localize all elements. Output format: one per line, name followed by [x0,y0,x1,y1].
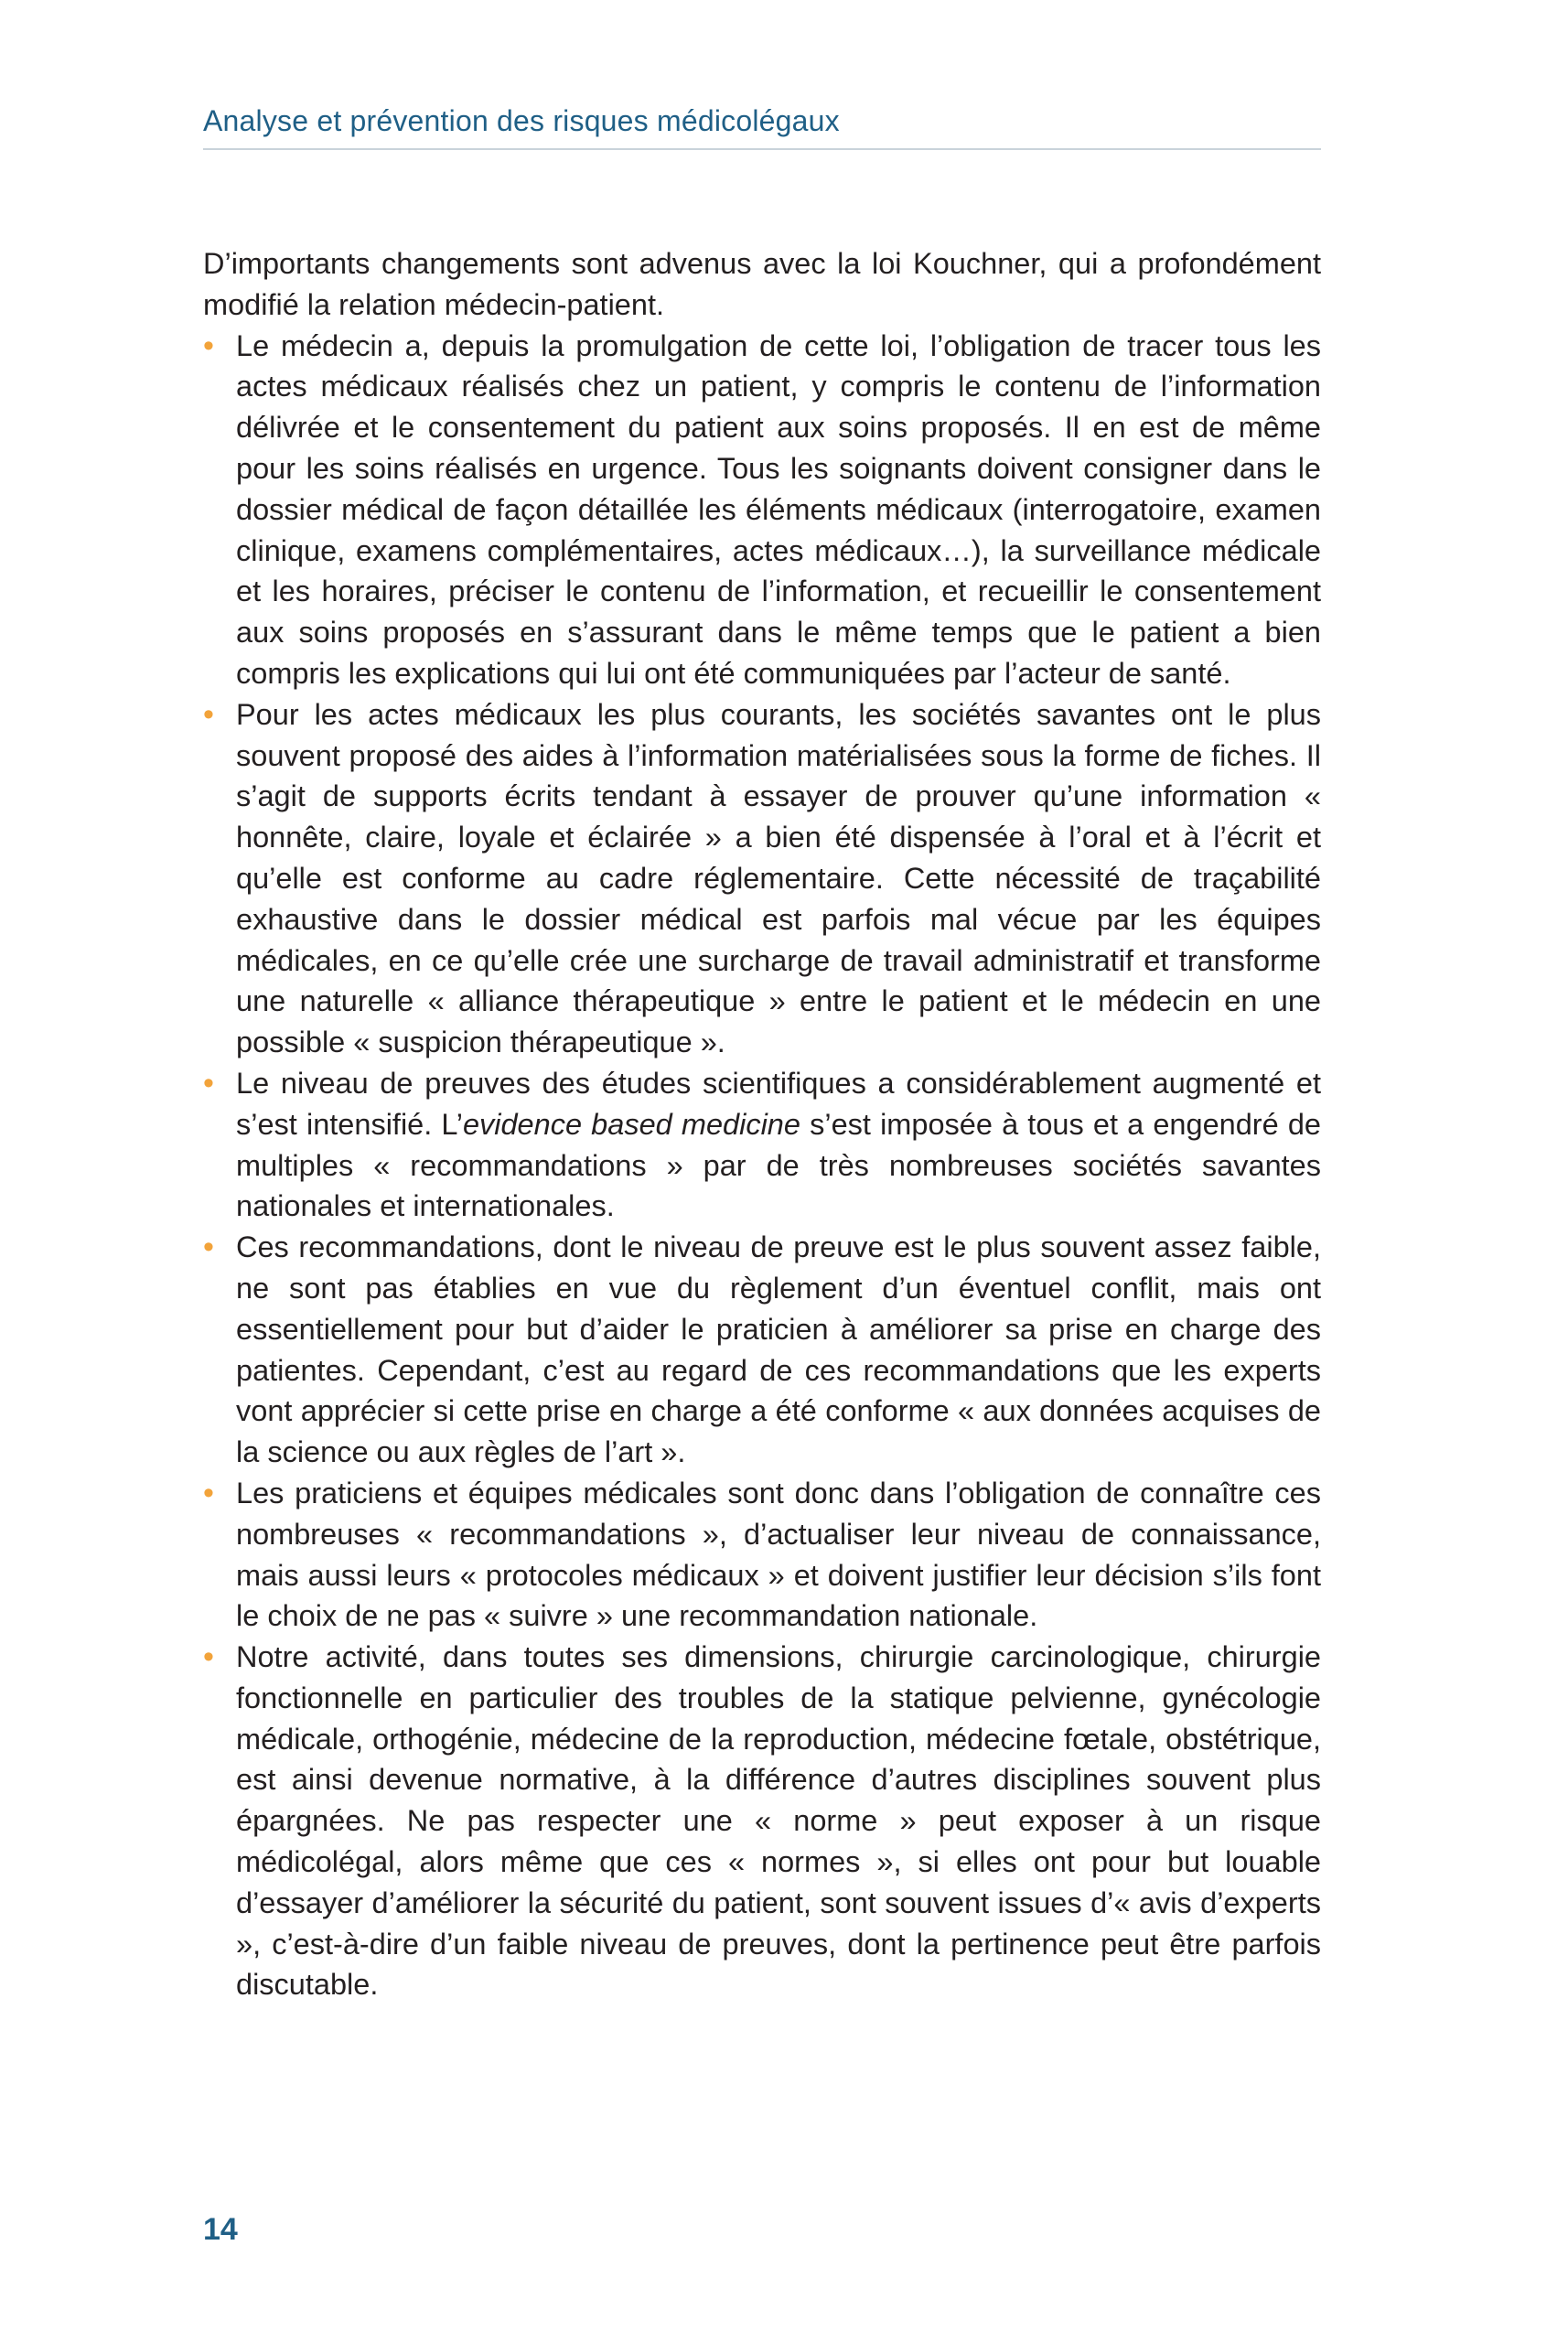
bullet-text-italic: evidence based medicine [462,1107,800,1141]
bullet-item-evidence-based-medicine [203,1063,1321,1227]
bullet-item-fiches-information: • Pour les actes médicaux les plus courants, les sociétés savantes ont le plus souvent proposé des aides à l’information matérialisées sous la forme de fiches. Il s’agit de supports écrits tendant à essayer de prouver qu’une information « honnête, claire, loyale et éclairée » a bien été dispensée à l’oral et à l’écrit et qu’elle est conforme au cadre réglementaire. Cette nécessité de traçabilité exhaustive dans le dossier médical est parfois mal vécue par les équipes médicales, en ce qu’elle crée une surcharge de travail administratif et transforme une naturelle « alliance thérapeutique » entre le patient et le médecin en une possible « suspicion thérapeutique ». [203,694,1321,1063]
bullet-text-after: s’est imposée à tous et a engendré de multiples « recommandations » par de très nombreuses sociétés savantes nationales et internationales. [236,1107,1321,1223]
bullet-item-activite-normative: • Notre activité, dans toutes ses dimensions, chirurgie carcinologique, chirurgie fonctionnelle en particulier des troubles de la statique pelvienne, gynécologie médicale, orthogénie, médecine de la reproduction, médecine fœtale, obstétrique, est ainsi devenue normative, à la différence d’autres disciplines souvent plus épargnées. Ne pas respecter une « norme » peut exposer à un risque médicolégal, alors même que ces « normes », si elles ont pour but louable d’essayer d’améliorer la sécurité du patient, sont souvent issues d’« avis d’experts », c’est-à-dire d’un faible niveau de preuves, dont la pertinence peut être parfois discutable. [203,1637,1321,2005]
page-number: 14 [203,2212,238,2247]
bullet-item-recommandations: • Ces recommandations, dont le niveau de preuve est le plus souvent assez faible, ne sont pas établies en vue du règlement d’un éventuel conflit, mais ont essentiellement pour but d’aider le praticien à améliorer sa prise en charge des patientes. Cependant, c’est au regard de ces recommandations que les experts vont apprécier si cette prise en charge a été conforme « aux données acquises de la science ou aux règles de l’art ». [203,1227,1321,1473]
bullet-text-before: Le niveau de preuves des études scientifiques a considérablement augmenté et s’est intensifié. L’ [236,1066,1321,1141]
bullet-list [203,326,1321,2006]
running-header-title: Analyse et prévention des risques médicolégaux [203,104,840,137]
running-header [203,101,1321,150]
intro-paragraph: D’importants changements sont advenus avec la loi Kouchner, qui a profondément modifié la relation médecin-patient. [203,247,1321,321]
bullet-item-loi-kouchner: • Le médecin a, depuis la promulgation de cette loi, l’obligation de tracer tous les actes médicaux réalisés chez un patient, y compris le contenu de l’information délivrée et le consentement du patient aux soins proposés. Il en est de même pour les soins réalisés en urgence. Tous les soignants doivent consigner dans le dossier médical de façon détaillée les éléments médicaux (interrogatoire, examen clinique, examens complémentaires, actes médicaux…), la surveillance médicale et les horaires, préciser le contenu de l’information, et recueillir le consentement aux soins proposés en s’assurant dans le même temps que le patient a bien compris les explications qui lui ont été communiquées par l’acteur de santé. [203,326,1321,694]
body-text [203,243,1321,2005]
bullet-item-obligation-praticiens: • Les praticiens et équipes médicales sont donc dans l’obligation de connaître ces nombreuses « recommandations », d’actualiser leur niveau de connaissance, mais aussi leurs « protocoles médicaux » et doivent justifier leur décision s’ils font le choix de ne pas « suivre » une recommandation nationale. [203,1473,1321,1637]
